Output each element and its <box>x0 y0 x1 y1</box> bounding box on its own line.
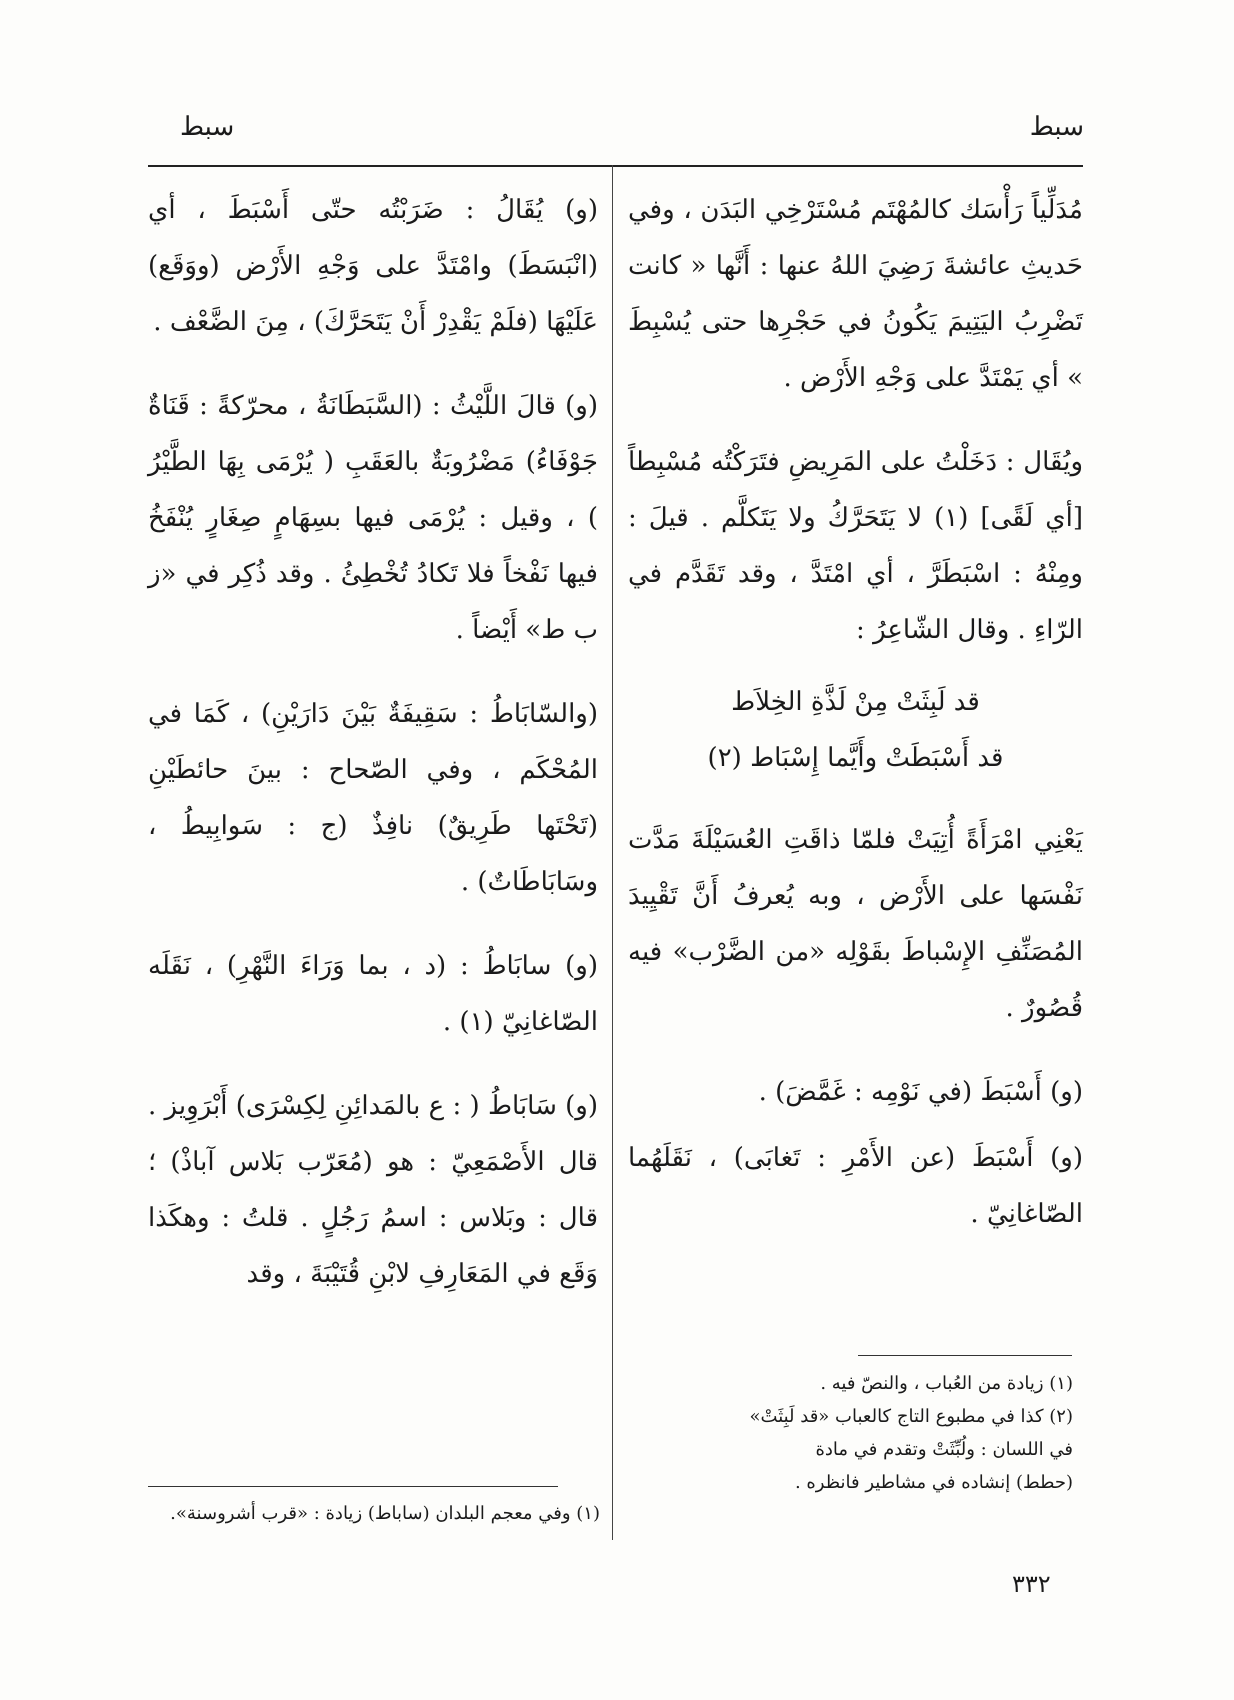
column-divider <box>612 165 613 1540</box>
left-paragraph-4: (و) سابَاطُ : (د ، بما وَرَاءَ النَّهْرِ) ، نَقَلَه الصّاغانِيّ (١) . <box>148 951 598 1037</box>
verse <box>648 674 1063 786</box>
left-paragraph-3: (والسّابَاطُ : سَقِيفَةٌ بَيْنَ دَارَيْنِ) ، كَمَا في المُحْكَم ، وفي الصّحاح : بينَ حائطَيْنِ (تَحْتَها طَرِيقٌ) نافِذٌ (ج : سَوابِيطُ ، وسَابَاطَاتٌ) . <box>148 699 598 897</box>
right-paragraph-2: ويُقَال : دَخَلْتُ على المَرِيضِ فتَرَكْتُه مُسْبِطاً [أي لَقًى] (١) لا يَتَحَرَّكُ ولا يَتَكلَّم . قيلَ : ومِنْهُ : اسْبَطَرَّ ، أي امْتَدَّ ، وقد تَقَدَّم في الرّاءِ . وقال الشّاعِرُ : <box>628 447 1083 645</box>
page-number: ٣٣٢ <box>1012 1570 1051 1598</box>
header-rule <box>148 165 1083 167</box>
right-paragraph-4: (و) أَسْبَطَ (في نَوْمِه : غَمَّضَ) . <box>758 1077 1083 1107</box>
left-paragraph-2: (و) قالَ اللَّيْثُ : (السَّبَطَانَةُ ، محرّكةً : قَنَاةٌ جَوْفَاءُ) مَضْرُوبَةٌ بالعَقَبِ ( يُرْمَى بِهَا الطَّيْرُ ) ، وقيل : يُرْمَى فيها بسِهَامٍ صِغَارٍ يُنْفَخُ فيها نَفْخاً فلا تَكادُ تُخْطِئُ . وقد ذُكِر في «ز ب ط» أَيْضاً . <box>148 391 598 645</box>
footnote-1: (١) زيادة من العُباب ، والنصّ فيه . <box>820 1373 1073 1394</box>
footnote-2-line-2: في اللسان : ولُبِّثَتْ وتقدم في مادة <box>815 1439 1073 1460</box>
right-paragraph-5: (و) أَسْبَطَ (عن الأَمْرِ : تَغابَى) ، نَقَلَهُما الصّاغانِيّ . <box>628 1143 1083 1229</box>
right-paragraph-1: مُدَلِّياً رَأْسَك كالمُهْتَم مُسْتَرْخِي البَدَن ، وفي حَديثِ عائشةَ رَضِيَ اللهُ عنها : أَنَّها « كانت تَضْرِبُ اليَتِيمَ يَكُونُ في حَجْرِها حتى يُسْبِطَ » أي يَمْتَدَّ على وَجْهِ الأَرْض . <box>628 195 1083 393</box>
header-right-word: سبط <box>1029 112 1084 142</box>
right-column <box>628 182 1083 1270</box>
verse-line-2: قد أَسْبَطَتْ وأَيَّما إِسْبَاط (٢) <box>707 743 1004 773</box>
left-column <box>148 182 598 1330</box>
left-footnote: (١) وفي معجم البلدان (ساباط) زيادة : «قرب أشروسنة». <box>170 1503 600 1524</box>
right-paragraph-3: يَعْنِي امْرَأَةً أُتِيَتْ فلمّا ذاقَتِ العُسَيْلَةَ مَدَّت نَفْسَها على الأَرْض ، وبه يُعرفُ أَنَّ تَقْيِيدَ المُصَنِّفِ الإِسْباطَ بقَوْلِه «من الضَّرْب» فيه قُصُورٌ . <box>628 825 1083 1023</box>
left-footnote-rule <box>148 1486 558 1487</box>
verse-line-1: قد لَبِثَتْ مِنْ لَذَّةِ الخِلاَط <box>731 687 980 717</box>
right-footnotes <box>628 1367 1073 1499</box>
left-paragraph-1: (و) يُقَالُ : ضَرَبْتُه حتّى أَسْبَطَ ، أي (انْبَسَطَ) وامْتَدَّ على وَجْهِ الأَرْض (ووَقَع) عَلَيْهَا (فلَمْ يَقْدِرْ أَنْ يَتَحَرَّكَ) ، مِنَ الضَّعْف . <box>148 195 598 337</box>
header-left-word: سبط <box>180 112 235 142</box>
footnote-2-line-1: (٢) كذا في مطبوع التاج كالعباب «قد لَبِثَتْ» <box>749 1406 1073 1427</box>
left-paragraph-5: (و) سَابَاطُ ( : ع بالمَدائِنِ لِكِسْرَى) أَبْرَوِيز . قال الأَصْمَعِيّ : هو (مُعَرّب بَلاس آباذْ) ؛ قال : وبَلاس : اسمُ رَجُلٍ . قلتُ : وهكَذا وَقَع في المَعَارِفِ لابْنِ قُتَيْبَةَ ، وقد <box>148 1091 598 1289</box>
right-footnote-rule <box>858 1355 1072 1356</box>
footnote-2-line-3: (حطط) إنشاده في مشاطير فانظره . <box>794 1472 1073 1493</box>
